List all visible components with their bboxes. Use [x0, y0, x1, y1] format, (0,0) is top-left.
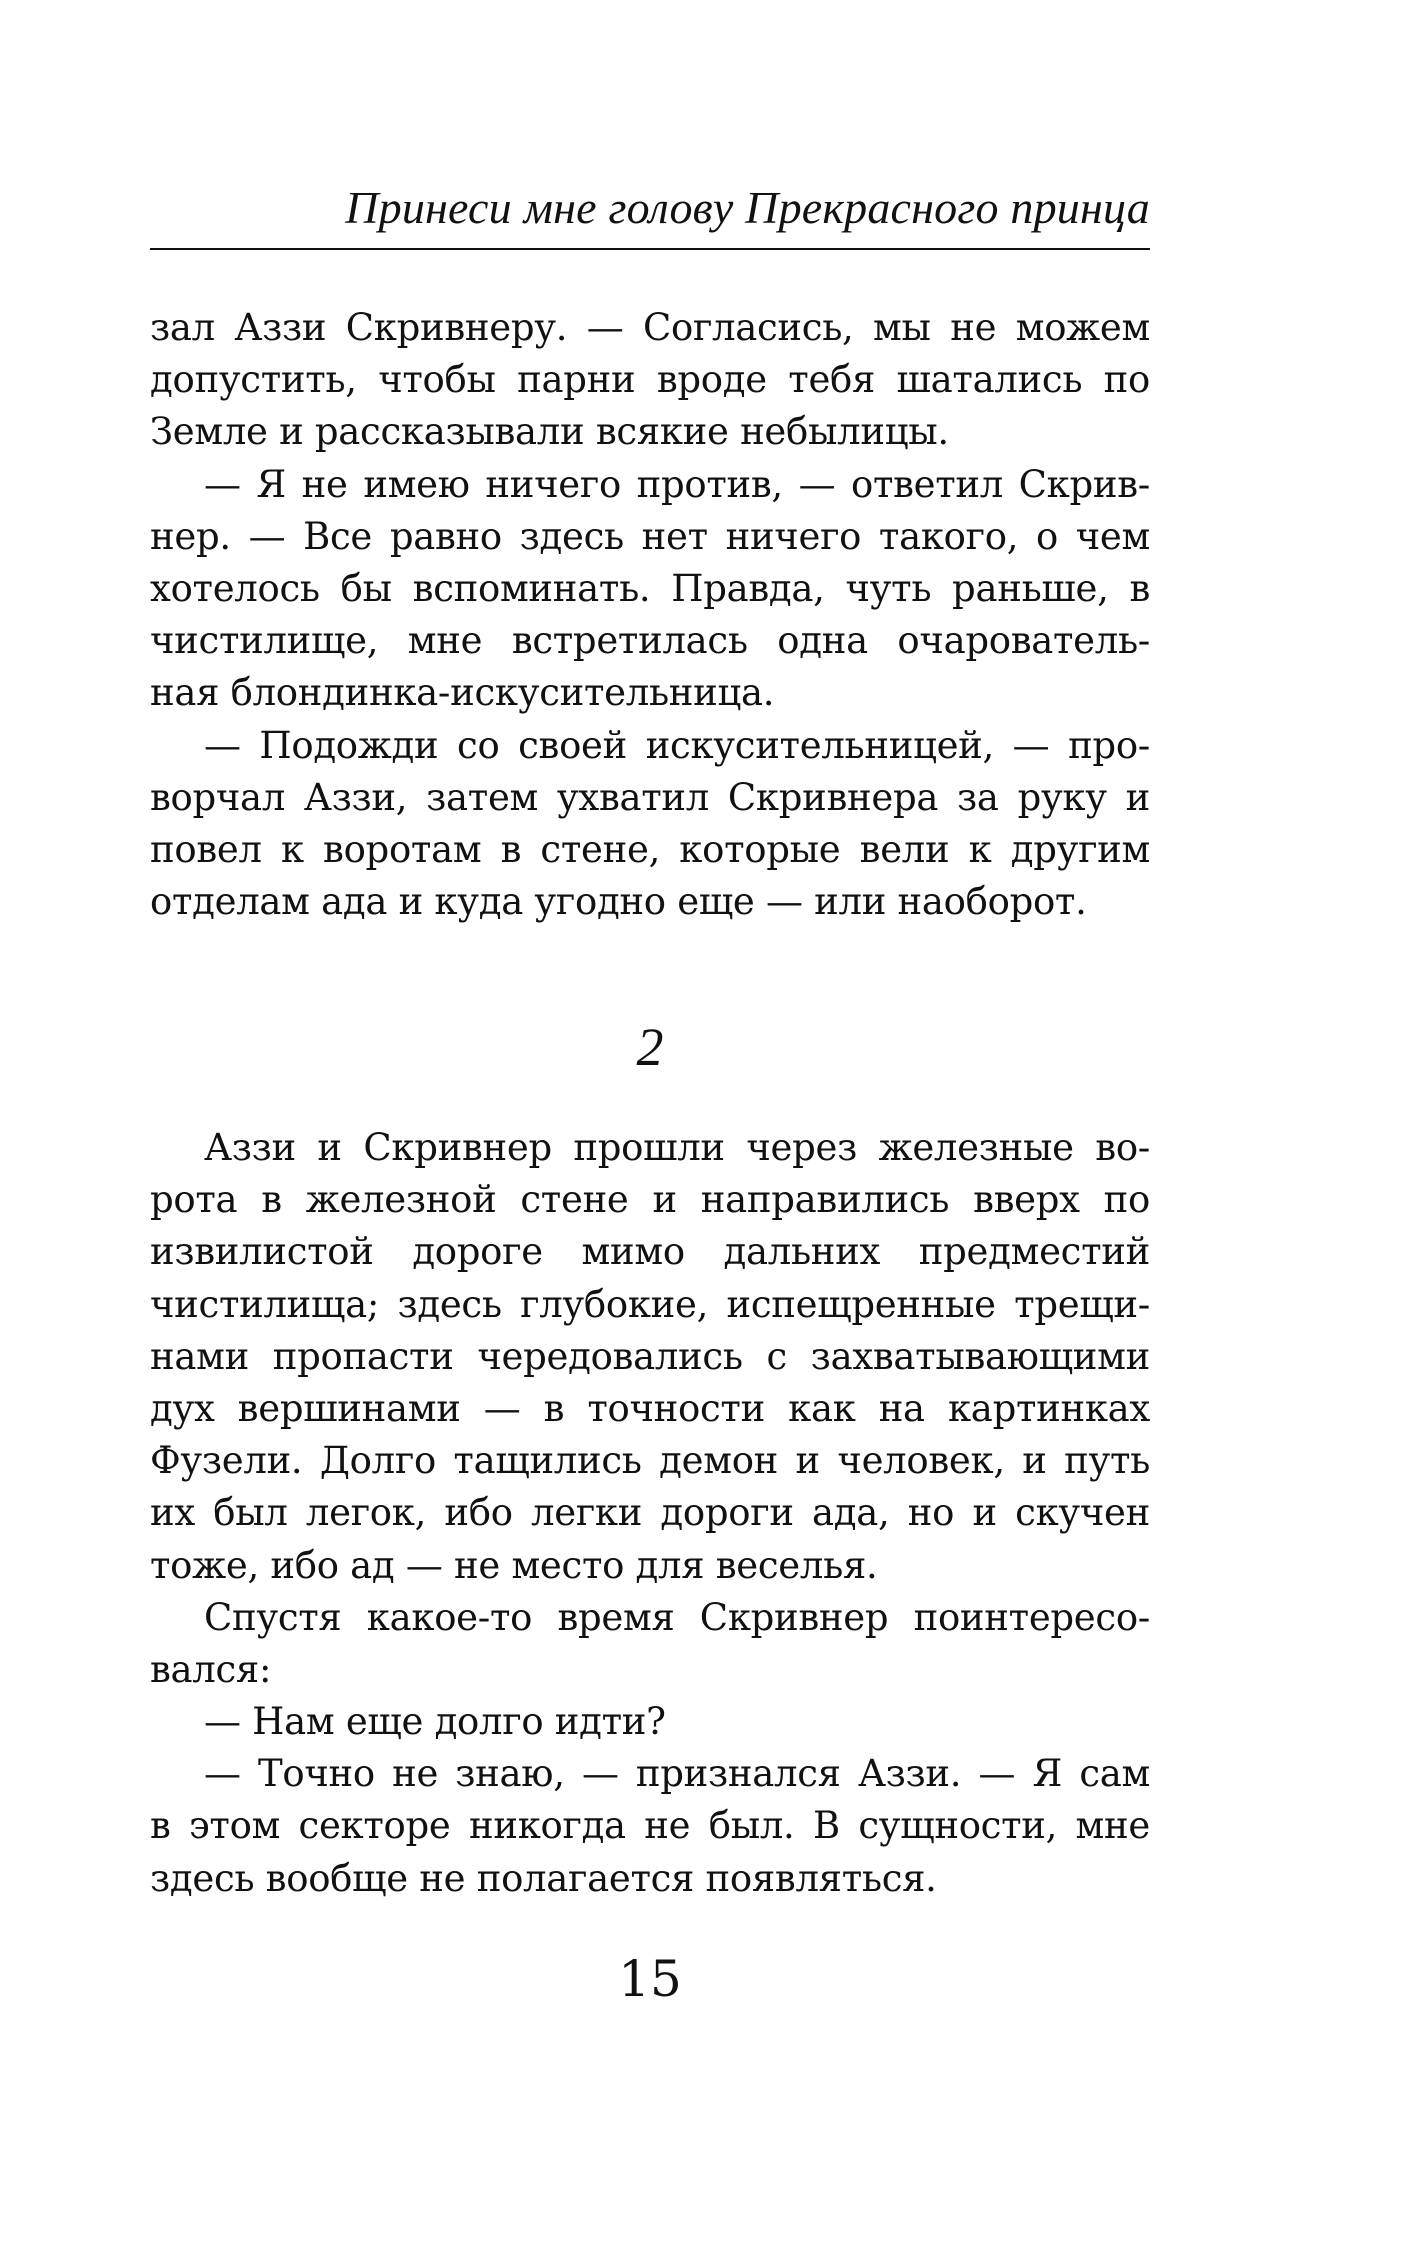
header-rule [150, 248, 1150, 250]
text-line: Земле и рассказывали всякие небылицы. [150, 410, 949, 454]
text-line: нер. — Все равно здесь нет ничего такого, о чем [150, 514, 1150, 558]
text-line: рота в железной стене и направились вверх по [150, 1178, 1150, 1222]
text-line: их был легок, ибо легки дороги ада, но и скучен [150, 1491, 1150, 1535]
text-line: хотелось бы вспоминать. Правда, чуть раньше, в [150, 566, 1150, 610]
text-line: — Я не имею ничего против, — ответил Скрив- [204, 462, 1150, 506]
text-line: зал Аззи Скривнеру. — Согласись, мы не можем [150, 306, 1150, 349]
text-block-before-chapter [150, 302, 1150, 928]
text-line: здесь вообще не полагается появляться. [150, 1856, 937, 1900]
text-line: вался: [150, 1647, 272, 1691]
text-block-chapter-2 [150, 1122, 1150, 1905]
text-line: Аззи и Скривнер прошли через железные во- [204, 1126, 1150, 1169]
text-line: ная блондинка-искусительница. [150, 671, 775, 715]
text-line: тоже, ибо ад — не место для веселья. [150, 1543, 878, 1587]
text-line: — Подожди со своей искусительницей, — про- [204, 723, 1150, 767]
text-line: чистилища; здесь глубокие, испещренные трещи- [150, 1282, 1150, 1326]
text-line: — Точно не знаю, — признался Аззи. — Я сам [204, 1752, 1150, 1796]
text-line: Спустя какое-то время Скривнер поинтересо- [204, 1595, 1150, 1639]
text-line: — Нам еще долго идти? [204, 1700, 666, 1744]
text-line: отделам ада и куда угодно еще — или наоборот. [150, 880, 1087, 924]
running-head: Принеси мне голову Прекрасного принца [345, 182, 1150, 233]
text-line: дух вершинами — в точности как на картинках [150, 1386, 1150, 1430]
page-number: 15 [618, 1950, 682, 2008]
text-line: повел к воротам в стене, которые вели к другим [150, 827, 1150, 871]
text-line: нами пропасти чередовались с захватывающими [150, 1334, 1150, 1378]
chapter-number: 2 [636, 1017, 664, 1077]
text-line: ворчал Аззи, затем ухватил Скривнера за руку и [150, 775, 1150, 819]
text-line: Фузели. Долго тащились демон и человек, и путь [150, 1439, 1150, 1483]
text-line: чистилище, мне встретилась одна очарователь- [150, 619, 1150, 663]
text-line: в этом секторе никогда не был. В сущности, мне [150, 1804, 1150, 1848]
text-line: извилистой дороге мимо дальних предместий [150, 1230, 1150, 1274]
text-line: допустить, чтобы парни вроде тебя шатались по [150, 358, 1150, 402]
